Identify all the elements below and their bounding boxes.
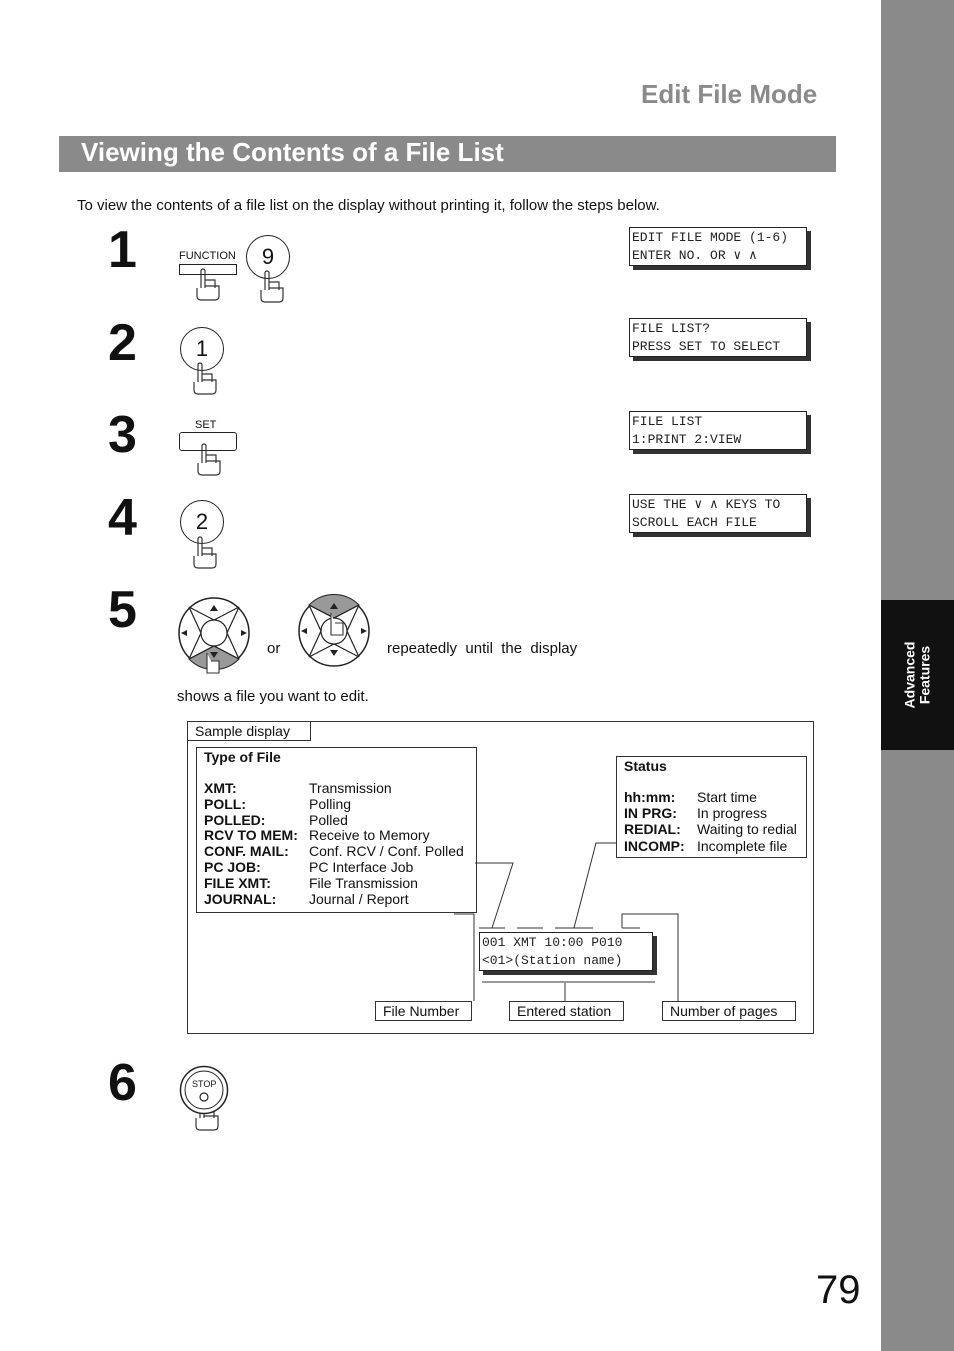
lcd-line: <01>(Station name) bbox=[482, 952, 623, 968]
status-key: IN PRG: bbox=[624, 805, 677, 822]
type-of-file-title: Type of File bbox=[204, 749, 281, 765]
section-title: Edit File Mode bbox=[641, 79, 818, 109]
step-number-6: 6 bbox=[108, 1054, 137, 1112]
type-value: Receive to Memory bbox=[309, 827, 430, 844]
status-value: Waiting to redial bbox=[697, 821, 797, 838]
status-key: INCOMP: bbox=[624, 837, 685, 854]
status-value: Start time bbox=[697, 789, 757, 805]
status-key: hh:mm: bbox=[624, 789, 676, 805]
step5-text-line2: shows a file you want to edit. bbox=[177, 688, 369, 705]
finger-press-icon bbox=[189, 536, 223, 570]
status-value: In progress bbox=[697, 805, 768, 822]
status-value: Incomplete file bbox=[697, 837, 788, 854]
step-number-5: 5 bbox=[108, 581, 137, 639]
chapter-tab-label bbox=[881, 600, 954, 750]
key-9-label: 9 bbox=[261, 244, 275, 269]
lcd-line: USE THE ∨ ∧ KEYS TO bbox=[632, 497, 781, 512]
type-key: JOURNAL: bbox=[204, 890, 277, 907]
stop-key-label: STOP bbox=[192, 1079, 217, 1089]
step-number-2: 2 bbox=[108, 314, 137, 372]
chapter-tab-line2: Features bbox=[916, 645, 933, 705]
type-value: PC Interface Job bbox=[309, 858, 414, 875]
type-key: POLLED: bbox=[204, 811, 266, 828]
step-number-3: 3 bbox=[108, 406, 137, 464]
lcd-line: PRESS SET TO SELECT bbox=[632, 338, 781, 354]
function-key-label: FUNCTION bbox=[179, 250, 236, 262]
type-key: FILE XMT: bbox=[204, 874, 271, 891]
sample-lcd-display bbox=[479, 932, 653, 971]
type-key: POLL: bbox=[204, 795, 246, 812]
intro-text: To view the contents of a file list on the display without printing it, follow the steps below. bbox=[77, 197, 660, 214]
type-key: PC JOB: bbox=[204, 858, 261, 875]
lcd-line: SCROLL EACH FILE bbox=[632, 514, 757, 530]
entered-station-callout: Entered station bbox=[509, 1001, 624, 1021]
type-value: Transmission bbox=[309, 780, 392, 796]
type-value: Polling bbox=[309, 795, 352, 812]
stop-key[interactable] bbox=[179, 1065, 229, 1115]
key-1-label: 1 bbox=[195, 336, 209, 361]
finger-press-icon bbox=[189, 362, 223, 396]
file-number-callout: File Number bbox=[375, 1001, 472, 1021]
set-key-label: SET bbox=[195, 419, 217, 431]
callout-connector-lines bbox=[187, 721, 813, 1033]
lcd-line: 001 XMT 10:00 P010 bbox=[482, 935, 623, 950]
step-number-4: 4 bbox=[108, 489, 137, 547]
chapter-tab-line1: Advanced bbox=[901, 641, 918, 709]
finger-press-icon bbox=[256, 270, 290, 304]
lcd-display-step2 bbox=[629, 318, 807, 357]
key-2-label: 2 bbox=[195, 509, 209, 534]
step-number-1: 1 bbox=[108, 221, 137, 279]
nav-keypad-up-icon[interactable] bbox=[297, 593, 371, 669]
type-value: Conf. RCV / Conf. Polled bbox=[309, 843, 464, 860]
lcd-line: EDIT FILE MODE (1-6) bbox=[632, 230, 789, 245]
type-value: Journal / Report bbox=[309, 890, 409, 907]
nav-keypad-down-icon[interactable] bbox=[177, 593, 251, 681]
status-title: Status bbox=[624, 758, 667, 774]
type-value: Polled bbox=[309, 811, 348, 828]
page-number: 79 bbox=[816, 1268, 861, 1312]
type-key: XMT: bbox=[204, 780, 237, 796]
finger-press-icon bbox=[192, 268, 226, 302]
type-key: CONF. MAIL: bbox=[204, 843, 289, 860]
page-title: Viewing the Contents of a File List bbox=[81, 137, 504, 167]
lcd-line: FILE LIST? bbox=[632, 321, 711, 336]
type-value: File Transmission bbox=[309, 874, 418, 891]
type-key: RCV TO MEM: bbox=[204, 827, 298, 844]
lcd-display-step3 bbox=[629, 411, 807, 450]
finger-press-icon bbox=[193, 443, 227, 477]
status-key: REDIAL: bbox=[624, 821, 681, 838]
lcd-line: FILE LIST bbox=[632, 414, 703, 429]
lcd-display-step4 bbox=[629, 494, 807, 533]
lcd-line: ENTER NO. OR ∨ ∧ bbox=[632, 247, 757, 263]
or-text: or bbox=[267, 640, 281, 657]
lcd-display-step1 bbox=[629, 227, 807, 266]
number-of-pages-callout: Number of pages bbox=[662, 1001, 796, 1021]
step5-text-line1: repeatedly until the display bbox=[387, 640, 578, 657]
sample-display-label: Sample display bbox=[187, 721, 311, 741]
lcd-line: 1:PRINT 2:VIEW bbox=[632, 431, 742, 447]
